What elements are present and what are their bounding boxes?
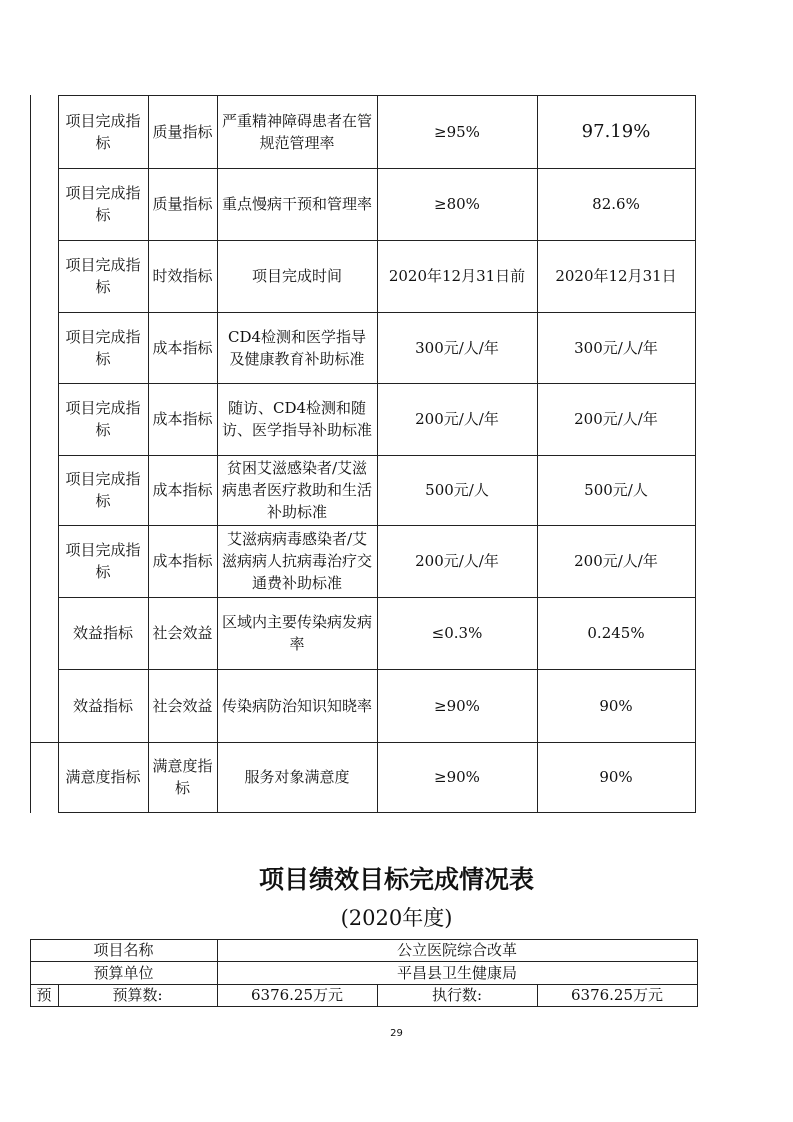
indicator-target-cell: ≥90%: [377, 742, 538, 813]
indicator-level3-cell: 项目完成时间: [217, 240, 378, 313]
indicator-level1-cell: 项目完成指标: [58, 240, 149, 313]
indicator-actual-cell: 82.6%: [537, 168, 696, 241]
indicator-actual-cell: 0.245%: [537, 597, 696, 670]
indicator-actual-cell: 90%: [537, 742, 696, 813]
budget-label: 预算数:: [58, 984, 218, 1007]
indicator-level3-cell: 服务对象满意度: [217, 742, 378, 813]
indicator-level2-cell: 社会效益: [148, 669, 218, 743]
indicator-level2-cell: 成本指标: [148, 525, 218, 598]
indicator-level1-cell: 项目完成指标: [58, 455, 149, 526]
table-divider: [30, 742, 58, 743]
indicator-target-cell: 2020年12月31日前: [377, 240, 538, 313]
indicator-level3-cell: 重点慢病干预和管理率: [217, 168, 378, 241]
indicator-target-cell: ≥80%: [377, 168, 538, 241]
section-title: 项目绩效目标完成情况表: [258, 865, 534, 894]
indicator-actual-cell: 200元/人/年: [537, 383, 696, 456]
indicator-target-cell: ≤0.3%: [377, 597, 538, 670]
unit-label: 预算单位: [30, 961, 218, 985]
indicator-actual-cell: 2020年12月31日: [537, 240, 696, 313]
indicator-actual-cell: 90%: [537, 669, 696, 743]
indicator-level2-cell: 时效指标: [148, 240, 218, 313]
indicator-target-cell: ≥90%: [377, 669, 538, 743]
indicator-level2-cell: 成本指标: [148, 383, 218, 456]
indicator-level3-cell: 传染病防治知识知晓率: [217, 669, 378, 743]
indicator-level1-cell: 项目完成指标: [58, 95, 149, 169]
budget-value: 6376.25万元: [217, 984, 378, 1007]
indicator-level3-cell: 贫困艾滋感染者/艾滋病患者医疗救助和生活补助标准: [217, 455, 378, 526]
indicator-level1-cell: 项目完成指标: [58, 383, 149, 456]
indicator-level3-cell: 随访、CD4检测和随访、医学指导补助标准: [217, 383, 378, 456]
indicator-level1-cell: 效益指标: [58, 669, 149, 743]
indicator-level1-cell: 项目完成指标: [58, 168, 149, 241]
exec-value: 6376.25万元: [537, 984, 698, 1007]
indicator-level3-cell: CD4检测和医学指导及健康教育补助标准: [217, 312, 378, 384]
side-label: 预: [30, 984, 59, 1007]
project-name-label: 项目名称: [30, 939, 218, 962]
indicator-level3-cell: 严重精神障碍患者在管规范管理率: [217, 95, 378, 169]
indicator-level2-cell: 质量指标: [148, 168, 218, 241]
indicator-actual-cell: 300元/人/年: [537, 312, 696, 384]
table-left-border: [30, 95, 31, 813]
indicator-level2-cell: 社会效益: [148, 597, 218, 670]
indicator-actual-cell: 97.19%: [537, 95, 696, 169]
indicator-level1-cell: 效益指标: [58, 597, 149, 670]
indicator-level1-cell: 项目完成指标: [58, 312, 149, 384]
indicator-target-cell: 200元/人/年: [377, 383, 538, 456]
indicator-level3-cell: 区域内主要传染病发病率: [217, 597, 378, 670]
indicator-level3-cell: 艾滋病病毒感染者/艾滋病病人抗病毒治疗交通费补助标准: [217, 525, 378, 598]
indicator-level2-cell: 质量指标: [148, 95, 218, 169]
page-number: 29: [390, 1028, 403, 1039]
exec-label: 执行数:: [377, 984, 538, 1007]
section-subtitle: (2020年度): [340, 906, 453, 930]
indicator-level1-cell: 项目完成指标: [58, 525, 149, 598]
indicator-target-cell: 300元/人/年: [377, 312, 538, 384]
indicator-target-cell: 500元/人: [377, 455, 538, 526]
indicator-level1-cell: 满意度指标: [58, 742, 149, 813]
indicator-target-cell: ≥95%: [377, 95, 538, 169]
indicator-level2-cell: 成本指标: [148, 312, 218, 384]
indicator-level2-cell: 成本指标: [148, 455, 218, 526]
project-name: 公立医院综合改革: [217, 939, 698, 962]
indicator-actual-cell: 200元/人/年: [537, 525, 696, 598]
indicator-target-cell: 200元/人/年: [377, 525, 538, 598]
indicator-level2-cell: 满意度指标: [148, 742, 218, 813]
indicator-actual-cell: 500元/人: [537, 455, 696, 526]
unit-value: 平昌县卫生健康局: [217, 961, 698, 985]
